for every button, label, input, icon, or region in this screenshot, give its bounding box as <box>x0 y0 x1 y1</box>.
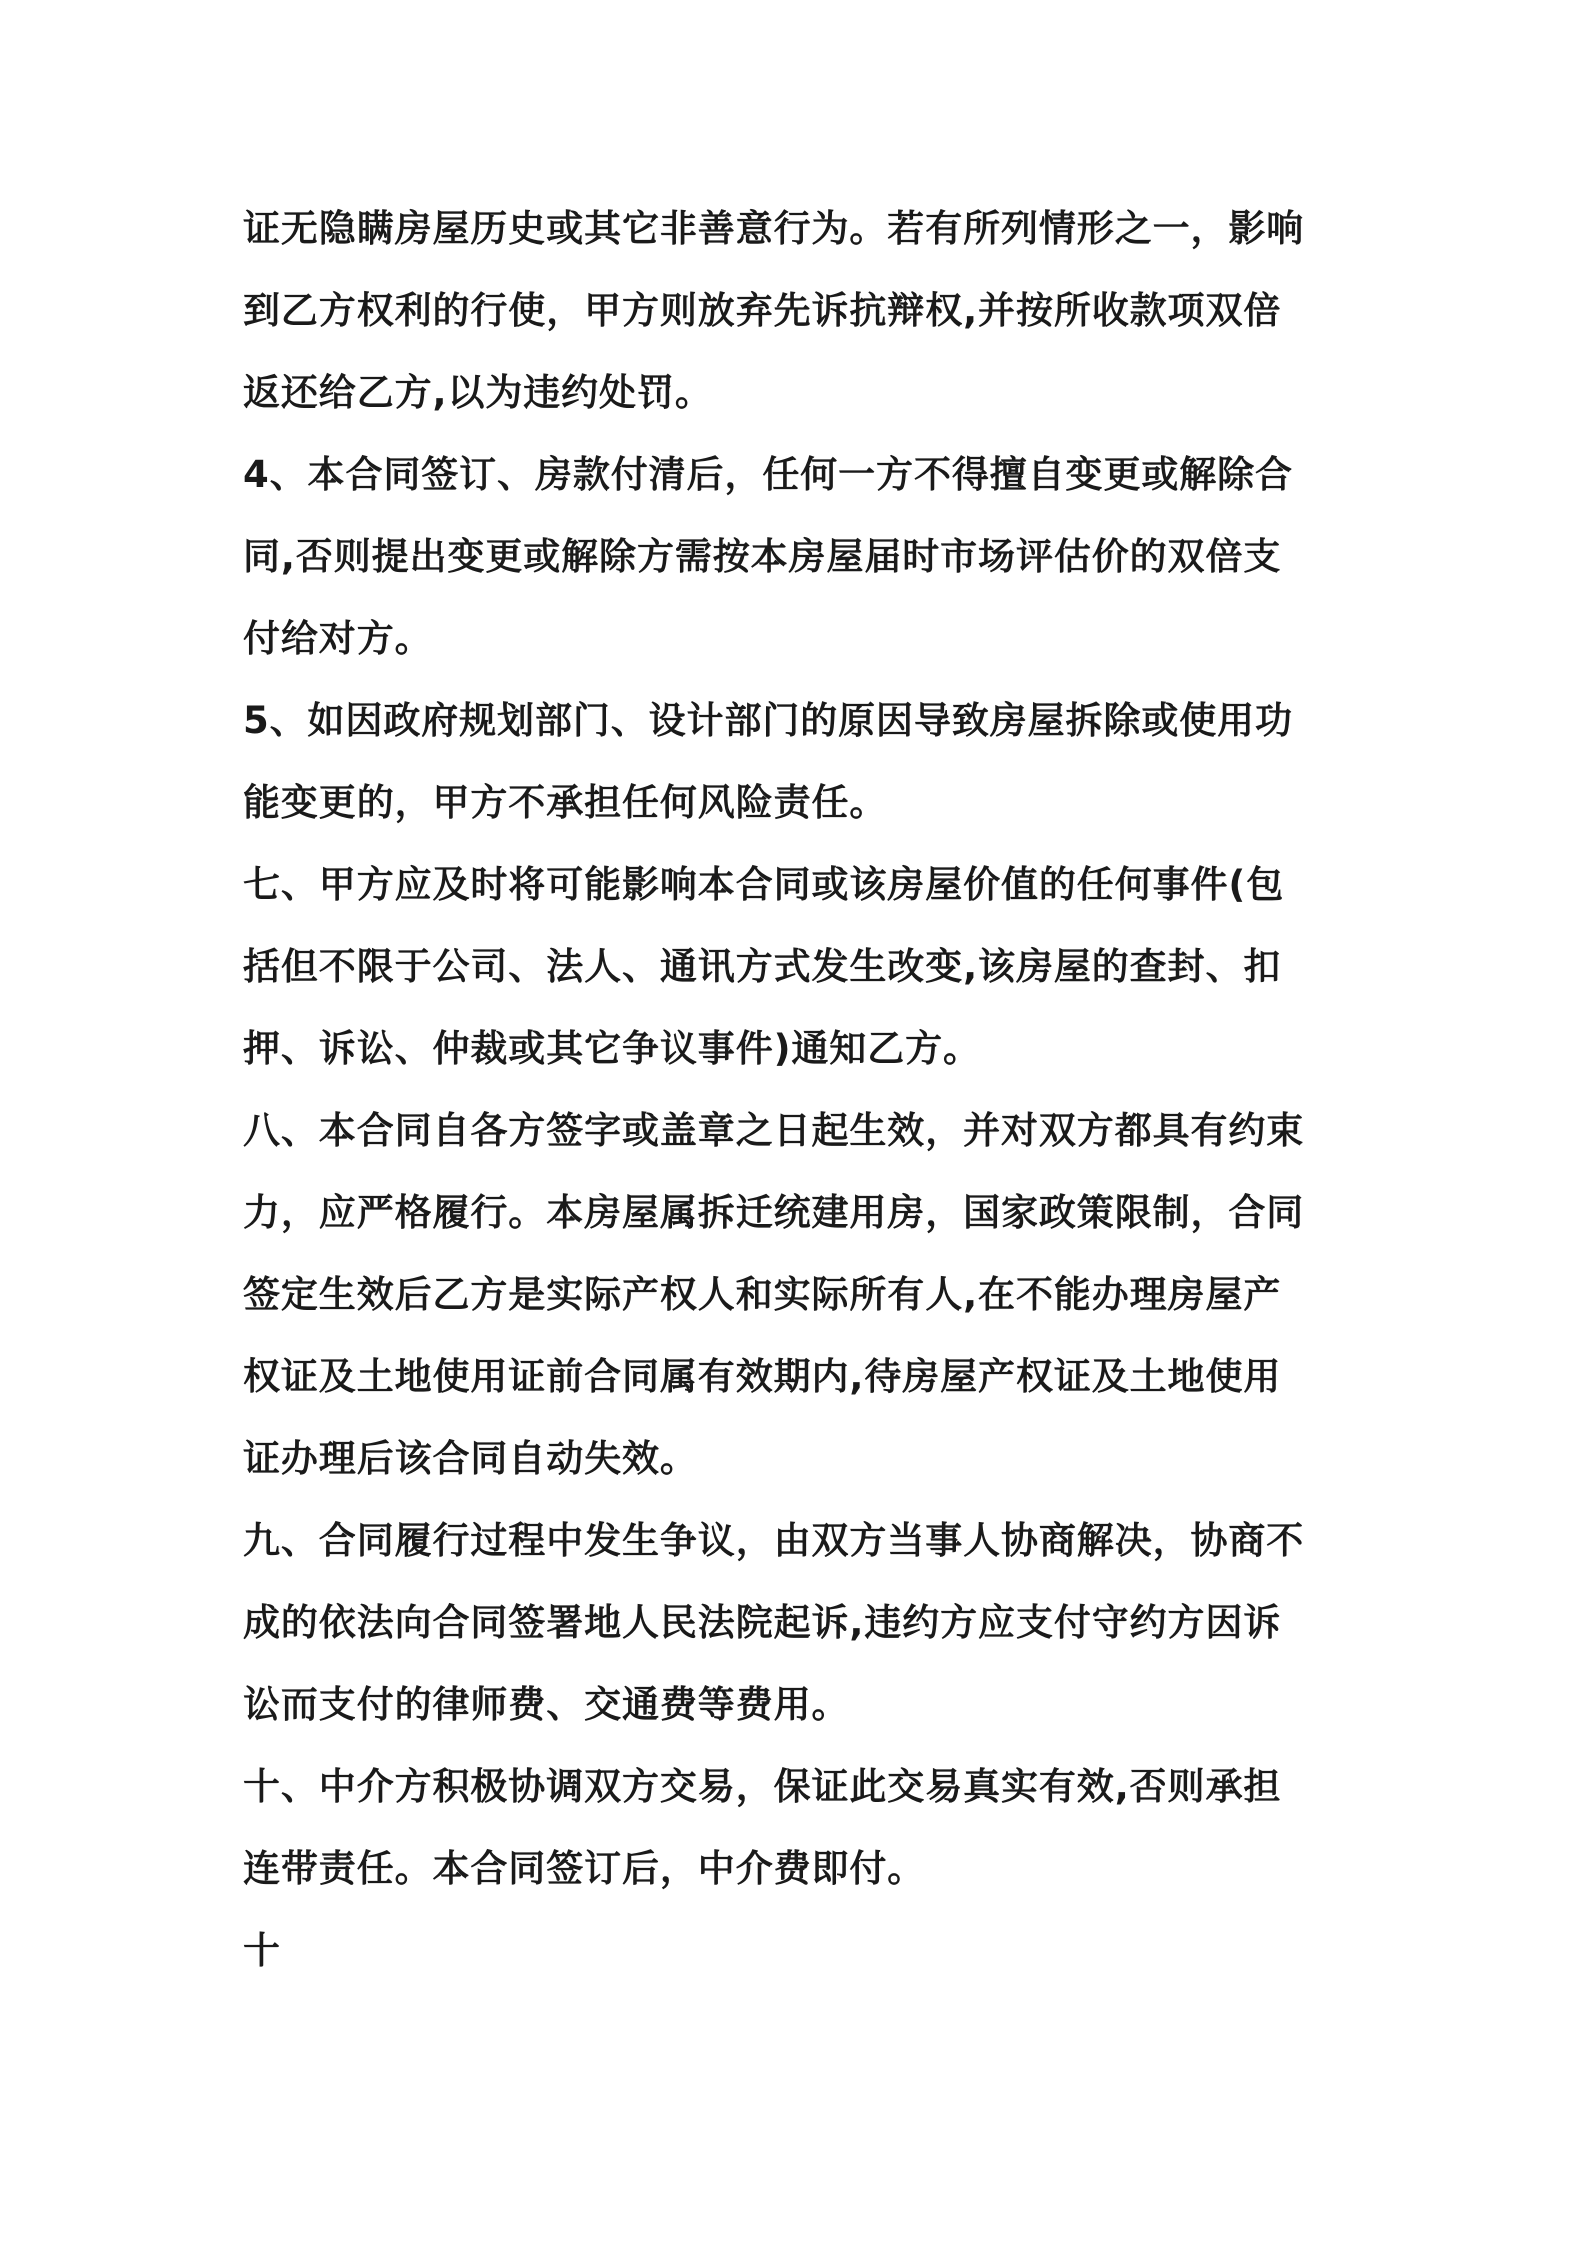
text-line: 签定生效后乙方是实际产权人和实际所有人,在不能办理房屋产 <box>243 1273 1282 1316</box>
text-line: 十 <box>243 1929 281 1972</box>
text-line: 证办理后该合同自动失效。 <box>243 1437 698 1480</box>
text-line: 成的依法向合同签署地人民法院起诉,违约方应支付守约方因诉 <box>243 1601 1282 1644</box>
text-line: 同,否则提出变更或解除方需按本房屋届时市场评估价的双倍支 <box>243 535 1282 578</box>
text-line: 力，应严格履行。本房屋属拆迁统建用房，国家政策限制，合同 <box>243 1191 1305 1234</box>
text-line: 到乙方权利的行使，甲方则放弃先诉抗辩权,并按所收款项双倍 <box>243 289 1282 332</box>
text-line: 押、诉讼、仲裁或其它争议事件)通知乙方。 <box>243 1027 981 1070</box>
text-line: 权证及土地使用证前合同属有效期内,待房屋产权证及土地使用 <box>243 1355 1282 1398</box>
text-line: 讼而支付的律师费、交通费等费用。 <box>243 1683 850 1726</box>
text-line: 4、本合同签订、房款付清后，任何一方不得擅自变更或解除合 <box>243 453 1293 496</box>
contract-text <box>243 188 1353 1992</box>
text-line: 付给对方。 <box>243 617 433 660</box>
text-line: 十、中介方积极协调双方交易，保证此交易真实有效,否则承担 <box>243 1765 1282 1808</box>
text-line: 连带责任。本合同签订后，中介费即付。 <box>243 1847 926 1890</box>
text-line: 证无隐瞒房屋历史或其它非善意行为。若有所列情形之一，影响 <box>243 207 1305 250</box>
text-line: 七、甲方应及时将可能影响本合同或该房屋价值的任何事件(包 <box>243 863 1285 906</box>
text-line: 九、合同履行过程中发生争议，由双方当事人协商解决，协商不 <box>243 1519 1305 1562</box>
text-line: 八、本合同自各方签字或盖章之日起生效，并对双方都具有约束 <box>243 1109 1305 1152</box>
text-line: 5、如因政府规划部门、设计部门的原因导致房屋拆除或使用功 <box>243 699 1293 742</box>
text-line: 能变更的，甲方不承担任何风险责任。 <box>243 781 888 824</box>
text-line: 括但不限于公司、法人、通讯方式发生改变,该房屋的查封、扣 <box>243 945 1282 988</box>
text-line: 返还给乙方,以为违约处罚。 <box>243 371 713 414</box>
